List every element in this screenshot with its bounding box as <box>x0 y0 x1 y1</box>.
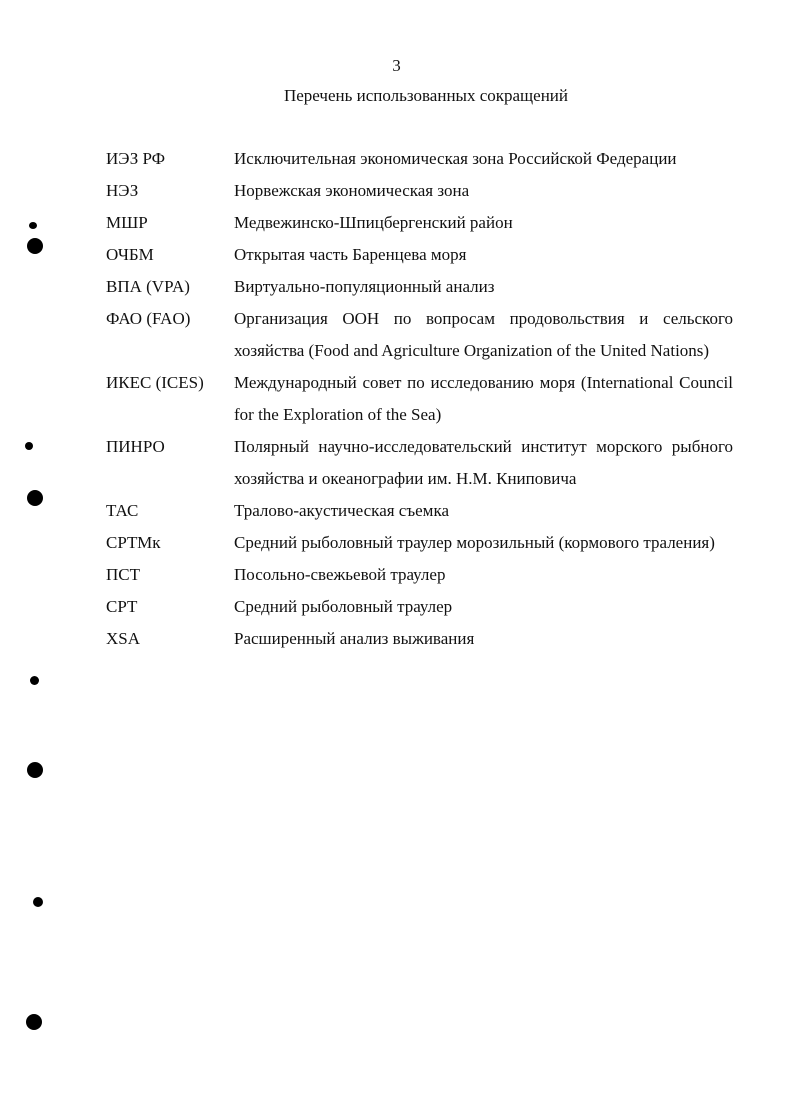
abbreviation-row <box>106 559 733 591</box>
abbreviation-row <box>106 431 733 495</box>
abbreviation-term: ИКЕС (ICES) <box>106 373 204 392</box>
abbreviation-row <box>106 527 733 559</box>
page-number: 3 <box>392 56 401 75</box>
abbreviation-list <box>106 143 733 655</box>
abbreviation-term: ТАС <box>106 501 139 520</box>
abbreviation-row <box>106 495 733 527</box>
abbreviation-row <box>106 367 733 431</box>
abbreviation-term: СРТ <box>106 597 138 616</box>
abbreviation-row <box>106 175 733 207</box>
abbreviation-row <box>106 591 733 623</box>
punch-hole-mark <box>30 676 39 685</box>
abbreviation-definition: Тралово-акустическая съемка <box>234 501 449 520</box>
abbreviation-row <box>106 207 733 239</box>
page-title: Перечень использованных сокращений <box>283 86 568 105</box>
abbreviation-definition: Виртуально-популяционный анализ <box>234 277 495 296</box>
punch-hole-mark <box>27 238 43 254</box>
punch-hole-mark <box>27 490 43 506</box>
punch-hole-mark <box>27 762 43 778</box>
abbreviation-row <box>106 239 733 271</box>
abbreviation-term: XSA <box>106 629 141 648</box>
abbreviation-term: СРТМк <box>106 533 161 552</box>
abbreviation-definition: Медвежинско-Шпицбергенский район <box>234 213 513 232</box>
abbreviation-definition: Исключительная экономическая зона Российской Федерации <box>234 149 677 168</box>
abbreviation-row <box>106 303 733 367</box>
abbreviation-row <box>106 143 733 175</box>
abbreviation-term: ФАО (FAO) <box>106 309 191 328</box>
abbreviation-definition: Норвежская экономическая зона <box>234 181 470 200</box>
abbreviation-term: ИЭЗ РФ <box>106 149 166 168</box>
abbreviation-definition: Полярный научно-исследовательский институт морского рыбного хозяйства и океанографии им. Н.М. Книповича <box>234 437 733 488</box>
punch-hole-mark <box>29 222 37 229</box>
abbreviation-row <box>106 271 733 303</box>
abbreviation-definition: Посольно-свежьевой траулер <box>234 565 446 584</box>
abbreviation-definition: Средний рыболовный траулер морозильный (кормового траления) <box>234 533 715 552</box>
abbreviation-term: ПИНРО <box>106 437 165 456</box>
abbreviation-term: НЭЗ <box>106 181 139 200</box>
punch-hole-mark <box>25 442 33 450</box>
abbreviation-row <box>106 623 733 655</box>
abbreviation-definition: Открытая часть Баренцева моря <box>234 245 467 264</box>
abbreviation-definition: Организация ООН по вопросам продовольствия и сельского хозяйства (Food and Agriculture Organization of the United Nations) <box>234 309 733 360</box>
abbreviation-term: ОЧБМ <box>106 245 154 264</box>
punch-hole-mark <box>26 1014 42 1030</box>
punch-hole-mark <box>33 897 43 907</box>
abbreviation-definition: Средний рыболовный траулер <box>234 597 453 616</box>
abbreviation-definition: Расширенный анализ выживания <box>234 629 475 648</box>
abbreviation-term: ВПА (VPA) <box>106 277 190 296</box>
abbreviation-definition: Международный совет по исследованию моря (International Council for the Exploration of the Sea) <box>234 373 733 424</box>
abbreviation-term: ПСТ <box>106 565 140 584</box>
abbreviation-term: МШР <box>106 213 148 232</box>
